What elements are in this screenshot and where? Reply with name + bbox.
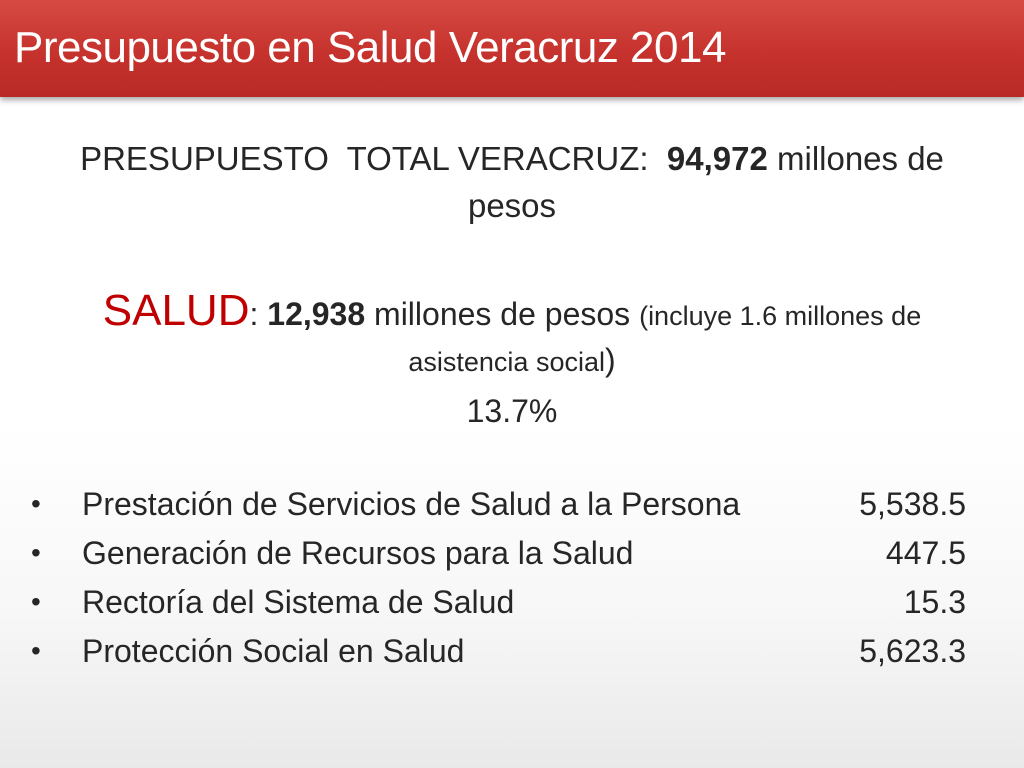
bullet-icon: • xyxy=(31,537,41,568)
item-label: Protección Social en Salud xyxy=(82,633,465,669)
item-value: 447.5 xyxy=(885,535,966,571)
slide-title: Presupuesto en Salud Veracruz 2014 xyxy=(14,23,726,72)
bullet-icon: • xyxy=(31,488,41,519)
total-budget-line-2 xyxy=(60,186,964,226)
salud-budget-line-2 xyxy=(0,342,1024,379)
total-budget-prefix: PRESUPUESTO TOTAL VERACRUZ: xyxy=(80,140,667,177)
salud-note-close: ) xyxy=(604,342,616,378)
salud-label: SALUD xyxy=(102,286,250,335)
item-label: Prestación de Servicios de Salud a la Persona xyxy=(82,486,741,522)
salud-note-open: ( xyxy=(639,301,649,331)
salud-amount: 12,938 xyxy=(267,296,366,332)
item-value: 5,538.5 xyxy=(859,486,966,522)
title-bar xyxy=(0,0,1024,97)
item-value: 5,623.3 xyxy=(859,633,966,669)
salud-note-line-2: asistencia social xyxy=(408,347,605,377)
list-item xyxy=(0,533,1024,582)
total-budget-unit: pesos xyxy=(467,187,557,224)
salud-colon: : xyxy=(249,296,268,332)
total-budget-line-1 xyxy=(60,139,964,179)
salud-text: millones de pesos xyxy=(365,296,640,332)
total-budget-amount: 94,972 xyxy=(666,140,768,177)
salud-percentage: 13.7% xyxy=(466,393,558,429)
list-item xyxy=(0,631,1024,680)
salud-budget-line-1 xyxy=(0,286,1024,336)
item-label: Generación de Recursos para la Salud xyxy=(82,535,634,571)
list-item xyxy=(0,484,1024,533)
salud-note-line-1: incluye 1.6 millones de xyxy=(648,301,922,331)
total-budget-suffix: millones de xyxy=(767,140,944,177)
budget-items-list xyxy=(0,484,1024,680)
item-label: Rectoría del Sistema de Salud xyxy=(82,584,515,620)
bullet-icon: • xyxy=(31,635,41,666)
list-item xyxy=(0,582,1024,631)
item-value: 15.3 xyxy=(903,584,966,620)
bullet-icon: • xyxy=(31,586,41,617)
